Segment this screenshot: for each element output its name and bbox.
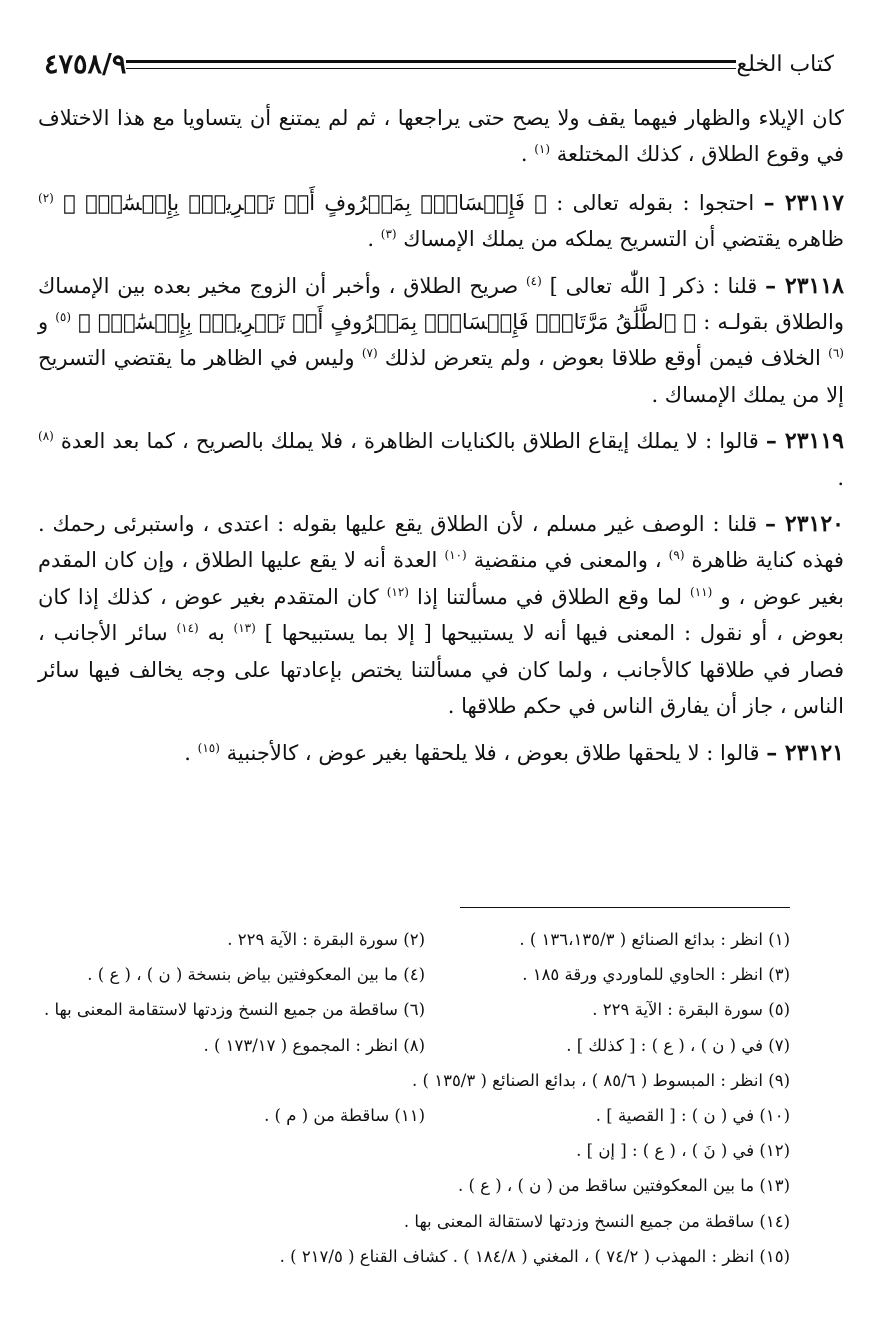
footnote-row [60, 957, 790, 992]
paragraph-23119 [38, 423, 844, 496]
paragraph-text: قلنا : الوصف غير مسلم ، لأن الطلاق يقع عليها بقوله : اعتدى ، واستبرئى رحمك . فهذه كناية ظاهرة [38, 512, 844, 573]
footnote-15: (١٥) انظر : المهذب ( ٧٤/٢ ) ، المغني ( ١٨٤/٨ ) . كشاف القناع ( ٢١٧/٥ ) . [279, 1246, 790, 1266]
header-rule [126, 60, 736, 69]
footnote-5: (٥) سورة البقرة : الآية ٢٢٩ . [592, 1000, 790, 1020]
quran-verse: ﴿ ٱلطَّلَٰقُ مَرَّتَانِۖ فَإِمۡسَاكُۢ بِمَعۡرُوفٍ أَوۡ تَسۡرِيحُۢ بِإِحۡسَٰنٖۗ ﴾ [78, 310, 697, 335]
footnote-separator [460, 907, 790, 908]
paragraph-text: به [207, 621, 225, 646]
issue-number: ٢٣١١٨ – [765, 272, 844, 299]
footnote-ref: (١٣) [233, 621, 256, 636]
issue-number: ٢٣١٢١ – [766, 739, 844, 766]
footnote-3: (٣) انظر : الحاوي للماوردي ورقة ١٨٥ . [522, 965, 790, 985]
footnote-8: (٨) انظر : المجموع ( ١٧٣/١٧ ) . [203, 1035, 425, 1055]
paragraph-continuation [38, 100, 844, 173]
footnote-ref: (١١) [690, 584, 713, 599]
paragraph-text: لما وقع الطلاق في مسألتنا إذا [416, 584, 683, 609]
footnote-row [60, 1204, 790, 1239]
footnote-row [60, 922, 790, 957]
main-text [38, 100, 844, 781]
footnote-ref: (١٤) [176, 621, 199, 636]
footnote-9: (٩) انظر : المبسوط ( ٨٥/٦ ) ، بدائع الصنائع ( ١٣٥/٣ ) . [412, 1070, 790, 1090]
footnote-row [60, 1028, 790, 1063]
page-header [36, 44, 844, 84]
footnote-7: (٧) في ( ن ) ، ( ع ) : [ كذلك ] . [566, 1035, 790, 1055]
paragraph-text: كان الإيلاء والظهار فيهما يقف ولا يصح حتى يراجعها ، ثم لم يمتنع أن يتساويا مع هذا الاختلاف في وقوع الطلاق ، كذلك المختلعة [38, 106, 844, 167]
footnote-11: (١١) ساقطة من ( م ) . [264, 1106, 425, 1126]
footnote-ref: (٢) [38, 190, 54, 205]
footnote-6: (٦) ساقطة من جميع النسخ وزدتها لاستقامة المعنى بها . [43, 1000, 425, 1020]
footnote-4: (٤) ما بين المعكوفتين بياض بنسخة ( ن ) ، ( ع ) . [87, 965, 425, 985]
footnote-14: (١٤) ساقطة من جميع النسخ وزدتها لاستقالة المعنى بها . [403, 1211, 790, 1231]
footnote-ref: (١٥) [197, 740, 220, 755]
footnote-ref: (٣) [380, 227, 397, 242]
issue-number: ٢٣١٢٠ – [765, 511, 844, 538]
issue-number: ٢٣١١٩ – [765, 428, 844, 455]
footnote-row [60, 1098, 790, 1133]
paragraph-text: قلنا : ذكر [ اللّٰه تعالى ] [549, 273, 758, 298]
paragraph-text: صريح الطلاق ، وأخبر أن الزوج مخير بعده بين الإمساك والطلاق بقولـه : [38, 273, 844, 335]
footnote-row [60, 1239, 790, 1274]
punctuation: . [367, 227, 375, 252]
footnote-ref: (٤) [525, 273, 542, 288]
footnote-10: (١٠) في ( ن ) : [ القصية ] . [595, 1106, 790, 1126]
footnote-ref: (٧) [361, 346, 378, 361]
paragraph-text: و [38, 310, 49, 335]
punctuation: . [184, 740, 191, 765]
paragraph-text: وليس في الظاهر ما يقتضي التسريح إلا من يملك الإمساك . [38, 346, 844, 407]
punctuation: . [520, 142, 528, 167]
paragraph-23121 [38, 735, 844, 771]
footnote-ref: (١٢) [386, 584, 409, 599]
footnote-1: (١) انظر : بدائع الصنائع ( ١٣٦،١٣٥/٣ ) . [519, 930, 790, 950]
paragraph-text: ، والمعنى في منقضية [473, 548, 662, 573]
footnote-13: (١٣) ما بين المعكوفتين ساقط من ( ن ) ، ( ع ) . [457, 1176, 790, 1196]
footnote-ref: (٨) [38, 429, 54, 444]
paragraph-23118 [38, 268, 844, 414]
footnote-ref: (١٠) [444, 548, 467, 563]
footnote-ref: (١) [534, 142, 551, 157]
paragraph-text: قالوا : لا يلحقها طلاق بعوض ، فلا يلحقها بغير عوض ، كالأجنبية [226, 740, 760, 765]
footnote-2: (٢) سورة البقرة : الآية ٢٢٩ . [227, 930, 425, 950]
page-number: ٤٧٥٨/٩ [44, 48, 127, 80]
paragraph-text: سائر الأجانب ، فصار في طلاقها كالأجانب ، ولما كان في مسألتنا يختص بإعادتها على وجه يخالف فيها سائر الناس ، جاز أن يفارق الناس في حكم طلاقها . [38, 621, 844, 719]
footnote-row [60, 1133, 790, 1168]
book-title: كتاب الخلع [736, 51, 834, 77]
footnote-12: (١٢) في ( نَ ) ، ( ع ) : [ إن ] . [576, 1141, 790, 1161]
paragraph-text: احتجوا : بقوله تعالى : [556, 190, 755, 215]
paragraph-text: قالوا : لا يملك إيقاع الطلاق بالكنايات الظاهرة ، فلا يملك بالصريح ، كما بعد العدة [60, 429, 759, 454]
footnote-ref: (٦) [828, 346, 844, 361]
issue-number: ٢٣١١٧ – [763, 189, 844, 216]
footnotes [43, 922, 790, 1274]
footnote-row [60, 1063, 790, 1098]
paragraph-23117 [38, 185, 844, 258]
footnote-row [60, 1168, 790, 1203]
paragraph-23120 [38, 506, 844, 724]
paragraph-text: ظاهره يقتضي أن التسريح يملكه من يملك الإمساك [403, 227, 844, 252]
paragraph-text: كان المتقدم بغير عوض ، كذلك إذا كان بعوض ، أو نقول : المعنى فيها أنه لا يستبيحها [ إلا بما يستبيحها ] [38, 584, 844, 646]
footnote-row [43, 992, 790, 1027]
paragraph-text: العدة أنه لا يقع عليها الطلاق ، وإن كان المقدم بغير عوض ، و [38, 548, 844, 609]
footnote-ref: (٥) [55, 310, 72, 325]
footnote-ref: (٩) [668, 548, 685, 563]
quran-verse: ﴿ فَإِمۡسَاكُۢ بِمَعۡرُوفٍ أَوۡ تَسۡرِيحُۢ بِإِحۡسَٰنٖۗ ﴾ [63, 190, 547, 215]
paragraph-text: الخلاف فيمن أوقع طلاقا بعوض ، ولم يتعرض لذلك [384, 346, 821, 371]
punctuation: . [837, 465, 844, 490]
